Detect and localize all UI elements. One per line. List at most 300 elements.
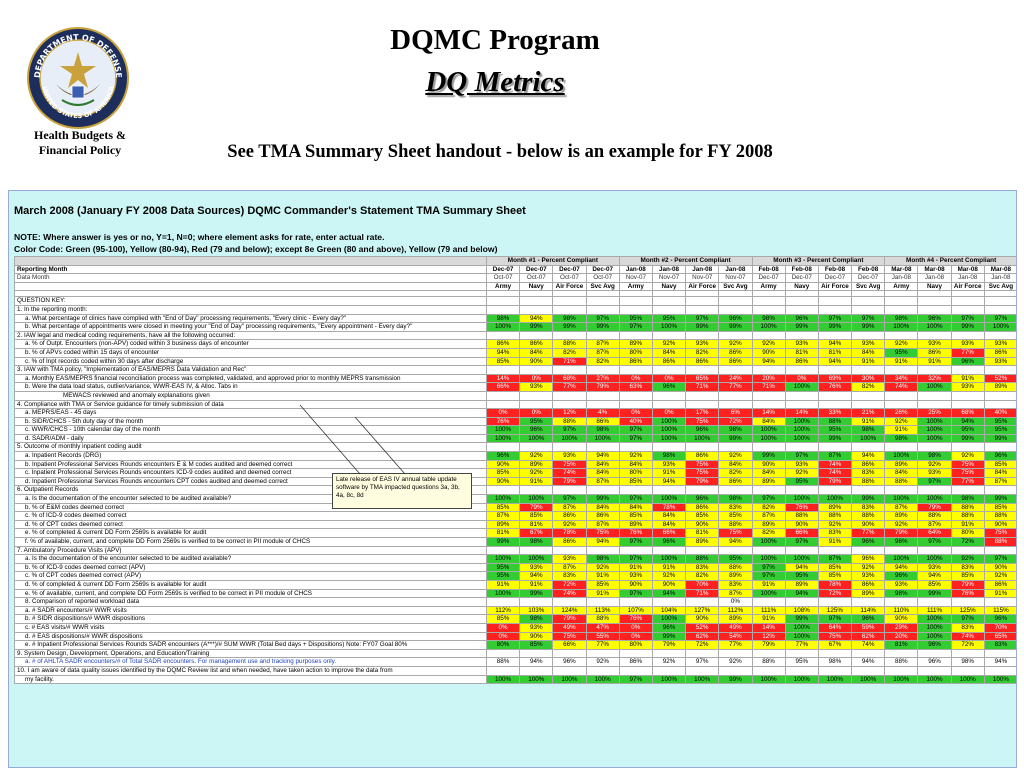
metric-value-cell: 81% xyxy=(686,529,719,538)
metric-row xyxy=(15,417,1018,426)
metric-value-cell: 92% xyxy=(852,563,885,572)
metric-value-cell: 92% xyxy=(951,452,984,461)
summary-table xyxy=(14,256,1017,684)
service-label-blank xyxy=(15,282,487,291)
metric-row xyxy=(15,374,1018,383)
metric-value-cell: 82% xyxy=(752,529,785,538)
service-cell: Navy xyxy=(652,282,685,291)
metric-value-cell: 88% xyxy=(785,512,818,521)
metric-value-cell: 97% xyxy=(818,314,851,323)
empty-cell xyxy=(785,649,818,658)
metric-value-cell: 100% xyxy=(852,434,885,443)
metric-value-cell: 100% xyxy=(520,555,553,564)
metric-value-cell: 17% xyxy=(686,409,719,418)
metric-value-cell: 99% xyxy=(951,434,984,443)
metric-value-cell: 93% xyxy=(885,580,918,589)
metric-value-cell: 98% xyxy=(719,495,752,504)
metric-label: b. What percentage of appointments were closed in meeting your "End of Day" processing requirements, "Every appointment - Every day?" xyxy=(15,323,487,332)
metric-value-cell: 90% xyxy=(686,615,719,624)
empty-cell xyxy=(487,331,520,340)
metric-value-cell: 89% xyxy=(752,477,785,486)
metric-value-cell: 6% xyxy=(719,409,752,418)
metric-value-cell: 92% xyxy=(885,340,918,349)
metric-label: a. MEPRS/EAS - 45 days xyxy=(15,409,487,418)
data-month-cell: Dec-07 xyxy=(752,274,785,283)
metric-value-cell: 86% xyxy=(719,357,752,366)
metric-value-cell: 96% xyxy=(918,314,951,323)
empty-cell xyxy=(487,486,520,495)
metric-value-cell: 98% xyxy=(885,314,918,323)
empty-cell xyxy=(818,666,851,675)
metric-value-cell: 87% xyxy=(885,503,918,512)
empty-cell xyxy=(951,546,984,555)
metric-value-cell: 86% xyxy=(520,340,553,349)
metric-value-cell: 95% xyxy=(652,314,685,323)
metric-value-cell: 89% xyxy=(686,538,719,547)
metric-value-cell xyxy=(619,598,652,607)
metric-value-cell: 97% xyxy=(619,555,652,564)
empty-cell xyxy=(752,305,785,314)
metric-row xyxy=(15,538,1018,547)
metric-value-cell: 100% xyxy=(652,426,685,435)
metric-value-cell: 97% xyxy=(951,314,984,323)
metric-label: b. % of ICD-9 codes deemed correct (APV) xyxy=(15,563,487,572)
metric-value-cell: 93% xyxy=(520,383,553,392)
metric-label: c. % of Inpt records coded within 30 days after discharge xyxy=(15,357,487,366)
metric-value-cell: 86% xyxy=(553,538,586,547)
service-cell: Navy xyxy=(918,282,951,291)
empty-cell xyxy=(984,486,1017,495)
metric-value-cell: 79% xyxy=(918,503,951,512)
empty-cell xyxy=(752,443,785,452)
metric-value-cell: 75% xyxy=(719,529,752,538)
metric-value-cell: 84% xyxy=(652,520,685,529)
empty-cell xyxy=(885,400,918,409)
metric-value-cell: 99% xyxy=(852,495,885,504)
service-cell: Svc Avg xyxy=(984,282,1017,291)
month-header-blank xyxy=(15,257,487,266)
metric-value-cell: 92% xyxy=(752,340,785,349)
metric-value-cell: 100% xyxy=(785,495,818,504)
metric-value-cell: 103% xyxy=(520,606,553,615)
metric-value-cell xyxy=(553,598,586,607)
section-row xyxy=(15,305,1018,314)
metric-row xyxy=(15,348,1018,357)
metric-value-cell: 99% xyxy=(818,323,851,332)
empty-cell xyxy=(818,486,851,495)
empty-cell xyxy=(686,546,719,555)
metric-value-cell: 92% xyxy=(918,460,951,469)
metric-value-cell: 100% xyxy=(752,538,785,547)
metric-value-cell: 86% xyxy=(785,357,818,366)
metric-label: b. % of E&M codes deemed correct xyxy=(15,503,487,512)
metric-row xyxy=(15,520,1018,529)
metric-value-cell: 114% xyxy=(852,606,885,615)
metric-value-cell: 95% xyxy=(785,477,818,486)
metric-value-cell xyxy=(984,598,1017,607)
metric-value-cell: 91% xyxy=(652,563,685,572)
empty-cell xyxy=(984,443,1017,452)
metric-value-cell: 78% xyxy=(818,580,851,589)
metric-row xyxy=(15,495,1018,504)
metric-row xyxy=(15,555,1018,564)
metric-label: c. WWR/CHCS - 10th calendar day of the month xyxy=(15,426,487,435)
empty-cell xyxy=(619,649,652,658)
empty-cell xyxy=(520,391,553,400)
metric-value-cell: 77% xyxy=(553,383,586,392)
metric-value-cell: 32% xyxy=(918,374,951,383)
empty-cell xyxy=(984,400,1017,409)
metric-row xyxy=(15,323,1018,332)
metric-value-cell: 90% xyxy=(785,520,818,529)
metric-value-cell: 98% xyxy=(520,615,553,624)
empty-cell xyxy=(951,366,984,375)
empty-cell xyxy=(553,297,586,306)
metric-value-cell: 26% xyxy=(885,409,918,418)
metric-value-cell: 88% xyxy=(686,555,719,564)
section-row xyxy=(15,486,1018,495)
empty-cell xyxy=(818,649,851,658)
metric-value-cell: 99% xyxy=(918,589,951,598)
empty-cell xyxy=(586,331,619,340)
metric-row xyxy=(15,452,1018,461)
metric-value-cell: 99% xyxy=(785,323,818,332)
metric-value-cell: 100% xyxy=(686,675,719,684)
metric-value-cell: 89% xyxy=(785,580,818,589)
empty-cell xyxy=(686,649,719,658)
metric-value-cell: 91% xyxy=(586,589,619,598)
empty-cell xyxy=(984,366,1017,375)
metric-value-cell: 93% xyxy=(619,572,652,581)
metric-value-cell: 100% xyxy=(885,675,918,684)
metric-value-cell: 100% xyxy=(487,495,520,504)
metric-value-cell: 80% xyxy=(619,469,652,478)
metric-value-cell: 88% xyxy=(951,512,984,521)
metric-value-cell: 94% xyxy=(852,658,885,667)
metric-value-cell: 85% xyxy=(719,512,752,521)
empty-cell xyxy=(918,666,951,675)
metric-value-cell: 111% xyxy=(918,606,951,615)
metric-value-cell: 54% xyxy=(719,632,752,641)
empty-cell xyxy=(852,649,885,658)
metric-value-cell: 99% xyxy=(719,323,752,332)
metric-value-cell: 98% xyxy=(852,426,885,435)
metric-value-cell xyxy=(652,598,685,607)
metric-value-cell: 81% xyxy=(487,529,520,538)
metric-value-cell: 100% xyxy=(918,632,951,641)
metric-value-cell: 108% xyxy=(785,606,818,615)
metric-value-cell: 100% xyxy=(752,434,785,443)
metric-value-cell: 100% xyxy=(885,555,918,564)
empty-cell xyxy=(951,443,984,452)
empty-cell xyxy=(885,331,918,340)
metric-value-cell: 62% xyxy=(686,632,719,641)
empty-cell xyxy=(553,546,586,555)
empty-cell xyxy=(818,443,851,452)
metric-value-cell: 71% xyxy=(553,357,586,366)
empty-cell xyxy=(686,305,719,314)
metric-value-cell: 100% xyxy=(852,675,885,684)
metric-value-cell: 82% xyxy=(553,348,586,357)
metric-value-cell: 93% xyxy=(553,555,586,564)
metric-value-cell: 86% xyxy=(984,348,1017,357)
metric-value-cell: 84% xyxy=(619,503,652,512)
metric-value-cell: 100% xyxy=(785,426,818,435)
metric-label: 8. Comparison of reported workload data xyxy=(15,598,487,607)
metric-value-cell xyxy=(686,598,719,607)
empty-cell xyxy=(553,649,586,658)
metric-value-cell: 79% xyxy=(686,477,719,486)
empty-cell xyxy=(885,297,918,306)
metric-value-cell: 77% xyxy=(852,529,885,538)
empty-cell xyxy=(520,400,553,409)
metric-value-cell: 74% xyxy=(885,383,918,392)
metric-value-cell: 65% xyxy=(984,632,1017,641)
metric-label: a. Is the documentation of the encounter selected to be audited available? xyxy=(15,555,487,564)
empty-cell xyxy=(984,391,1017,400)
metric-row xyxy=(15,383,1018,392)
metric-value-cell: 88% xyxy=(553,340,586,349)
metric-value-cell: 100% xyxy=(652,675,685,684)
empty-cell xyxy=(619,486,652,495)
metric-value-cell: 71% xyxy=(686,383,719,392)
empty-cell xyxy=(984,546,1017,555)
metric-value-cell: 83% xyxy=(852,503,885,512)
sheet-note xyxy=(14,231,497,255)
empty-cell xyxy=(719,546,752,555)
reporting-month-cell: Jan-08 xyxy=(686,265,719,274)
metric-value-cell: 95% xyxy=(984,426,1017,435)
metric-label: b. Were the data load status, outlier/variance, WWR-EAS IV, & Alloc. Tabs in xyxy=(15,383,487,392)
metric-label: e. % of completed & current DD Form 2569s is available for audit xyxy=(15,529,487,538)
empty-cell xyxy=(520,305,553,314)
reporting-month-cell: Dec-07 xyxy=(487,265,520,274)
metric-value-cell: 84% xyxy=(652,512,685,521)
metric-value-cell: 99% xyxy=(553,323,586,332)
metric-row xyxy=(15,606,1018,615)
metric-value-cell: 63% xyxy=(619,383,652,392)
metric-value-cell: 14% xyxy=(752,623,785,632)
section-label: 10. I am aware of data quality issues identified by the DQMC Review list and when needed, have taken action to improve the data from xyxy=(15,666,487,675)
empty-cell xyxy=(852,443,885,452)
empty-cell xyxy=(918,391,951,400)
empty-cell xyxy=(818,305,851,314)
empty-cell xyxy=(487,546,520,555)
metric-value-cell: 95% xyxy=(520,417,553,426)
metric-value-cell: 83% xyxy=(951,563,984,572)
metric-value-cell: 100% xyxy=(918,615,951,624)
empty-cell xyxy=(918,331,951,340)
metric-value-cell: 92% xyxy=(619,452,652,461)
empty-cell xyxy=(487,666,520,675)
empty-cell xyxy=(586,443,619,452)
data-month-cell: Dec-07 xyxy=(785,274,818,283)
metric-value-cell: 91% xyxy=(984,589,1017,598)
metric-value-cell: 99% xyxy=(785,615,818,624)
metric-value-cell: 78% xyxy=(553,529,586,538)
reporting-month-cell: Mar-08 xyxy=(984,265,1017,274)
metric-value-cell: 97% xyxy=(918,538,951,547)
metric-value-cell xyxy=(852,598,885,607)
metric-value-cell: 97% xyxy=(852,314,885,323)
empty-cell xyxy=(951,486,984,495)
reporting-month-cell: Feb-08 xyxy=(752,265,785,274)
section-label: QUESTION KEY: xyxy=(15,297,487,306)
metric-value-cell: 100% xyxy=(652,555,685,564)
metric-value-cell: 94% xyxy=(652,589,685,598)
metric-label: my facility. xyxy=(15,675,487,684)
empty-cell xyxy=(586,391,619,400)
empty-cell xyxy=(885,391,918,400)
metric-value-cell: 100% xyxy=(520,675,553,684)
empty-cell xyxy=(487,391,520,400)
empty-cell xyxy=(719,443,752,452)
empty-cell xyxy=(686,400,719,409)
metric-value-cell: 77% xyxy=(586,641,619,650)
empty-cell xyxy=(719,391,752,400)
metric-value-cell: 98% xyxy=(951,658,984,667)
metric-row xyxy=(15,426,1018,435)
data-month-cell: Oct-07 xyxy=(520,274,553,283)
metric-value-cell: 96% xyxy=(852,555,885,564)
metric-value-cell xyxy=(586,598,619,607)
metric-value-cell: 14% xyxy=(752,409,785,418)
empty-cell xyxy=(852,666,885,675)
metric-value-cell: 99% xyxy=(586,495,619,504)
summary-sheet-image xyxy=(8,190,1017,768)
metric-value-cell: 88% xyxy=(885,477,918,486)
metric-value-cell: 110% xyxy=(885,606,918,615)
empty-cell xyxy=(586,546,619,555)
metric-value-cell: 59% xyxy=(852,623,885,632)
metric-value-cell: 81% xyxy=(885,641,918,650)
metric-value-cell: 0% xyxy=(719,598,752,607)
empty-cell xyxy=(652,331,685,340)
month-header: Month #2 - Percent Compliant xyxy=(619,257,752,266)
metric-value-cell: 80% xyxy=(619,348,652,357)
empty-cell xyxy=(652,649,685,658)
metric-value-cell: 96% xyxy=(719,314,752,323)
metric-value-cell: 96% xyxy=(918,658,951,667)
metric-value-cell: 94% xyxy=(520,658,553,667)
metric-value-cell: 92% xyxy=(719,452,752,461)
data-month-cell: Oct-07 xyxy=(487,274,520,283)
metric-value-cell: 12% xyxy=(553,409,586,418)
metric-value-cell: 0% xyxy=(619,409,652,418)
empty-cell xyxy=(785,666,818,675)
metric-value-cell: 99% xyxy=(487,538,520,547)
empty-cell xyxy=(686,331,719,340)
data-month-cell: Jan-08 xyxy=(918,274,951,283)
metric-value-cell: 94% xyxy=(520,314,553,323)
metric-value-cell: 100% xyxy=(487,426,520,435)
metric-value-cell: 112% xyxy=(487,606,520,615)
metric-value-cell: 94% xyxy=(818,340,851,349)
metric-value-cell: 77% xyxy=(785,641,818,650)
metric-value-cell: 100% xyxy=(785,434,818,443)
metric-value-cell: 100% xyxy=(951,675,984,684)
metric-value-cell: 97% xyxy=(818,615,851,624)
empty-cell xyxy=(619,366,652,375)
metric-label: e. # Inpatient Professional Services Rounds SADR encounters (A***)/# SUM WWR (Total Bed days + Dispositions) Note: FY07 Goal 80% xyxy=(15,641,487,650)
metric-value-cell: 98% xyxy=(487,314,520,323)
metric-value-cell: 100% xyxy=(487,323,520,332)
metric-label: d. % of completed & current DD Form 2569s is available for audit xyxy=(15,580,487,589)
metric-value-cell: 100% xyxy=(785,555,818,564)
metric-value-cell: 100% xyxy=(553,434,586,443)
empty-cell xyxy=(520,666,553,675)
metric-value-cell: 100% xyxy=(752,323,785,332)
empty-cell xyxy=(918,546,951,555)
metric-value-cell: 33% xyxy=(818,409,851,418)
metric-value-cell: 88% xyxy=(984,512,1017,521)
metric-value-cell: 92% xyxy=(719,340,752,349)
metric-value-cell: 94% xyxy=(520,572,553,581)
metric-value-cell: 94% xyxy=(818,357,851,366)
metric-value-cell: 113% xyxy=(586,606,619,615)
metric-value-cell: 99% xyxy=(652,632,685,641)
metric-value-cell: 88% xyxy=(719,563,752,572)
reporting-month-row xyxy=(15,265,1018,274)
page-title: DQMC Program xyxy=(390,24,600,56)
metric-value-cell: 92% xyxy=(553,520,586,529)
metric-value-cell: 90% xyxy=(619,580,652,589)
metric-value-cell: 84% xyxy=(752,417,785,426)
empty-cell xyxy=(619,331,652,340)
metric-value-cell: 93% xyxy=(785,340,818,349)
metric-value-cell: 74% xyxy=(951,632,984,641)
section-label: 3. IAW with TMA policy, "Implementation of EAS/MEPRS Data Validation and Rec" xyxy=(15,366,487,375)
metric-value-cell: 92% xyxy=(885,520,918,529)
empty-cell xyxy=(852,366,885,375)
metric-value-cell: 81% xyxy=(785,348,818,357)
section-row xyxy=(15,546,1018,555)
metric-value-cell: 96% xyxy=(487,452,520,461)
empty-cell xyxy=(918,297,951,306)
metric-value-cell: 89% xyxy=(885,512,918,521)
metric-value-cell: 30% xyxy=(852,374,885,383)
metric-value-cell: 84% xyxy=(619,460,652,469)
metric-value-cell: 77% xyxy=(951,477,984,486)
empty-cell xyxy=(918,649,951,658)
metric-value-cell: 96% xyxy=(852,615,885,624)
metric-row xyxy=(15,580,1018,589)
empty-cell xyxy=(520,546,553,555)
metric-value-cell: 79% xyxy=(652,641,685,650)
metric-value-cell: 98% xyxy=(818,658,851,667)
empty-cell xyxy=(520,331,553,340)
metric-value-cell: 90% xyxy=(984,563,1017,572)
metric-value-cell: 91% xyxy=(487,580,520,589)
empty-cell xyxy=(918,366,951,375)
metric-value-cell: 95% xyxy=(719,555,752,564)
section-row xyxy=(15,666,1018,675)
svg-text:UNITED STATES OF AMERICA: UNITED STATES OF AMERICA xyxy=(40,85,116,121)
metric-value-cell: 83% xyxy=(719,580,752,589)
metric-value-cell: 93% xyxy=(553,452,586,461)
metric-value-cell: 79% xyxy=(818,477,851,486)
metric-value-cell: 94% xyxy=(719,538,752,547)
metric-value-cell: 76% xyxy=(487,417,520,426)
empty-cell xyxy=(586,649,619,658)
empty-cell xyxy=(619,297,652,306)
metric-value-cell: 66% xyxy=(652,529,685,538)
empty-cell xyxy=(918,400,951,409)
note-line-2: Color Code: Green (95-100), Yellow (80-94), Red (79 and below); except 8e Green (80 and above), Yellow (79 and below) xyxy=(14,244,498,254)
metric-value-cell: 100% xyxy=(520,434,553,443)
metric-row xyxy=(15,503,1018,512)
metric-value-cell: 85% xyxy=(487,469,520,478)
